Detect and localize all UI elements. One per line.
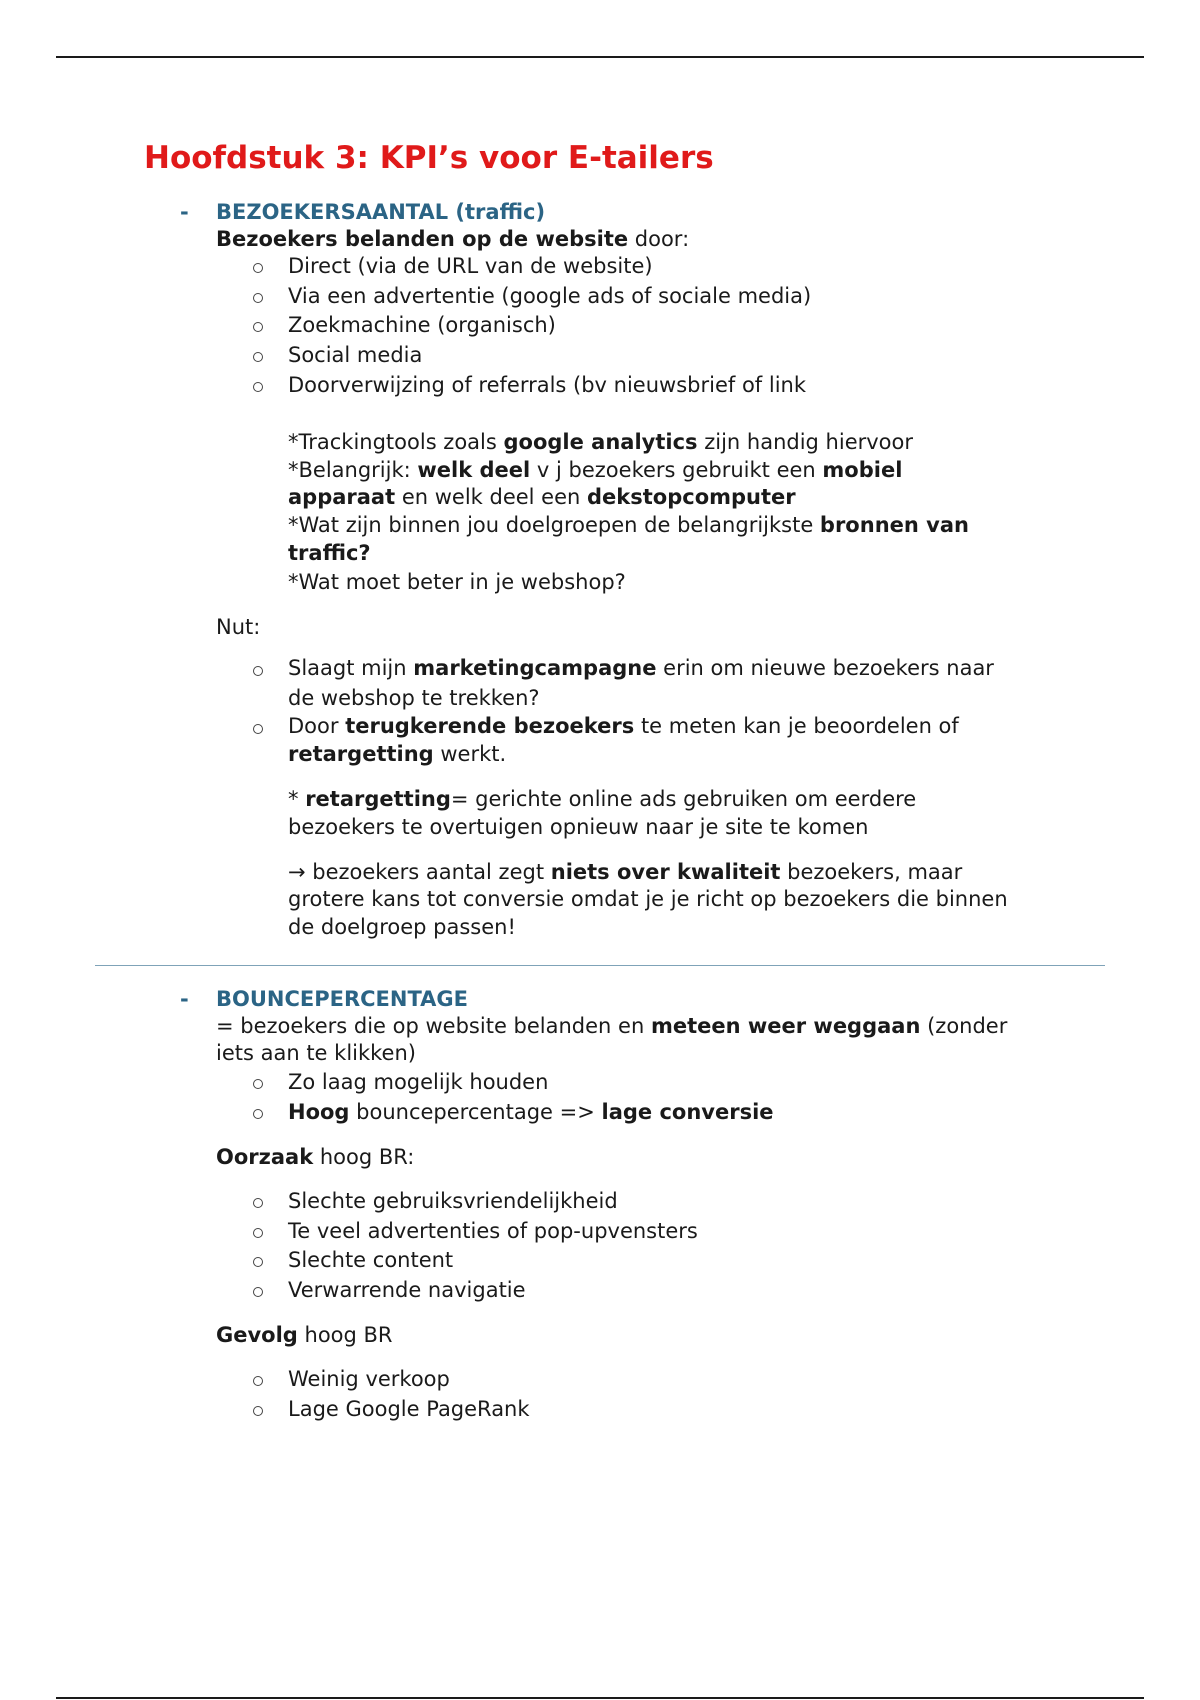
note-line: apparaat en welk deel een dekstopcomputer <box>288 485 796 509</box>
list-item: Via een advertentie (google ads of sociale media) <box>288 284 812 308</box>
note-line: bezoekers te overtuigen opnieuw naar je site te komen <box>288 815 869 839</box>
bullet-icon <box>253 293 263 303</box>
list-item: Slaagt mijn marketingcampagne erin om nieuwe bezoekers naar <box>288 656 994 680</box>
bullet-icon <box>253 263 263 273</box>
section-divider <box>95 965 1105 966</box>
bullet-icon <box>253 382 263 392</box>
bottom-rule <box>56 1697 1144 1699</box>
section-dash: - <box>180 200 189 224</box>
note-line: de doelgroep passen! <box>288 915 516 939</box>
bullet-icon <box>253 1109 263 1119</box>
bullet-icon <box>253 666 263 676</box>
note-line: *Wat zijn binnen jou doelgroepen de belangrijkste bronnen van <box>288 513 969 537</box>
list-item: Slechte content <box>288 1248 454 1272</box>
bullet-icon <box>253 322 263 332</box>
bullet-icon <box>253 1406 263 1416</box>
bullet-icon <box>253 724 263 734</box>
bullet-icon <box>253 352 263 362</box>
list-item: Social media <box>288 343 423 367</box>
note-line: grotere kans tot conversie omdat je je richt op bezoekers die binnen <box>288 887 1008 911</box>
bullet-icon <box>253 1079 263 1089</box>
definition-line: iets aan te klikken) <box>216 1041 416 1065</box>
list-item: Verwarrende navigatie <box>288 1278 526 1302</box>
section-heading-bounce: BOUNCEPERCENTAGE <box>216 987 469 1011</box>
bullet-icon <box>253 1257 263 1267</box>
list-item: Direct (via de URL van de website) <box>288 254 653 278</box>
list-item: Zo laag mogelijk houden <box>288 1070 549 1094</box>
list-item-cont: de webshop te trekken? <box>288 686 540 710</box>
list-item: Slechte gebruiksvriendelijkheid <box>288 1189 618 1213</box>
definition-line: = bezoekers die op website belanden en meteen weer weggaan (zonder <box>216 1014 1008 1038</box>
cause-label: Oorzaak hoog BR: <box>216 1145 415 1169</box>
list-item-cont: retargetting werkt. <box>288 742 507 766</box>
list-item: Door terugkerende bezoekers te meten kan je beoordelen of <box>288 714 959 738</box>
top-rule <box>56 56 1144 58</box>
effect-label: Gevolg hoog BR <box>216 1323 393 1347</box>
bullet-icon <box>253 1198 263 1208</box>
bullet-icon <box>253 1376 263 1386</box>
list-item: Weinig verkoop <box>288 1367 450 1391</box>
note-line: * retargetting= gerichte online ads gebruiken om eerdere <box>288 787 917 811</box>
list-item: Te veel advertenties of pop-upvensters <box>288 1219 698 1243</box>
note-line: → bezoekers aantal zegt niets over kwaliteit bezoekers, maar <box>288 860 963 884</box>
page-title: Hoofdstuk 3: KPI’s voor E-tailers <box>144 140 714 176</box>
bullet-icon <box>253 1228 263 1238</box>
note-line: *Wat moet beter in je webshop? <box>288 570 626 594</box>
note-line: *Belangrijk: welk deel v j bezoekers gebruikt een mobiel <box>288 458 903 482</box>
note-line: *Trackingtools zoals google analytics zijn handig hiervoor <box>288 430 914 454</box>
bullet-icon <box>253 1287 263 1297</box>
note-line: traffic? <box>288 541 371 565</box>
list-item: Zoekmachine (organisch) <box>288 313 556 337</box>
list-item: Hoog bouncepercentage => lage conversie <box>288 1100 774 1124</box>
section-heading-traffic: BEZOEKERSAANTAL (traffic) <box>216 200 546 224</box>
nut-label: Nut: <box>216 615 261 639</box>
list-item: Lage Google PageRank <box>288 1397 530 1421</box>
traffic-intro: Bezoekers belanden op de website door: <box>216 227 690 251</box>
section-dash: - <box>180 987 189 1011</box>
list-item: Doorverwijzing of referrals (bv nieuwsbrief of link <box>288 373 806 397</box>
